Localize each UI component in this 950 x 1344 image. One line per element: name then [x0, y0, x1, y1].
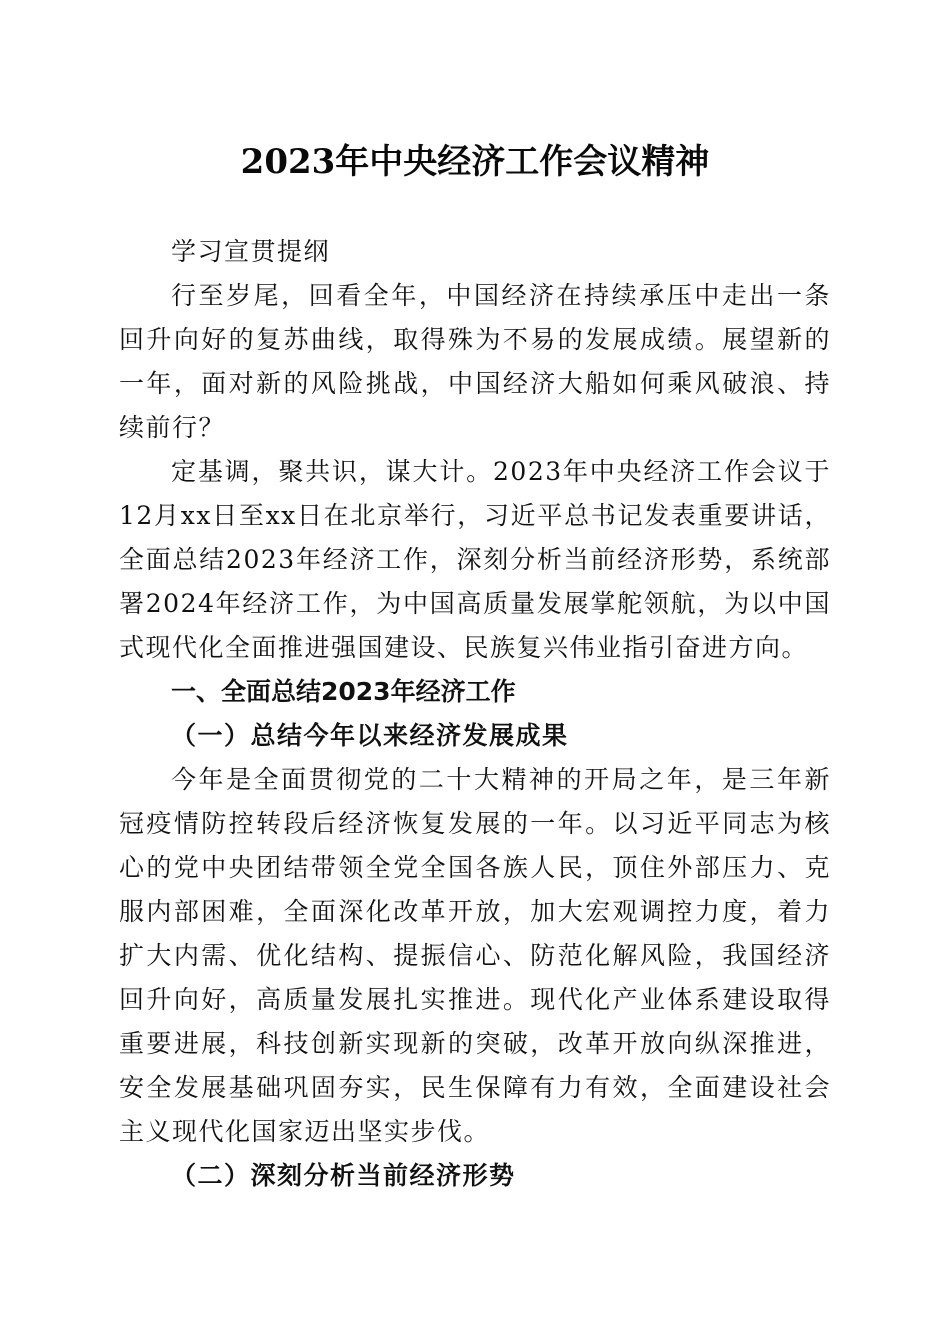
document-body	[119, 230, 831, 1198]
paragraph-intro: 行至岁尾，回看全年，中国经济在持续承压中走出一条回升向好的复苏曲线，取得殊为不易的发展成绩。展望新的一年，面对新的风险挑战，中国经济大船如何乘风破浪、持续前行？	[119, 281, 831, 442]
paragraph-achievements: 今年是全面贯彻党的二十大精神的开局之年，是三年新冠疫情防控转段后经济恢复发展的一年。以习近平同志为核心的党中央团结带领全党全国各族人民，顶住外部压力、克服内部困难，全面深化改革开放，加大宏观调控力度，着力扩大内需、优化结构、提振信心、防范化解风险，我国经济回升向好，高质量发展扎实推进。现代化产业体系建设取得重要进展，科技创新实现新的突破，改革开放向纵深推进，安全发展基础巩固夯实，民生保障有力有效，全面建设社会主义现代化国家迈出坚实步伐。	[119, 765, 831, 1146]
section-heading-1: 一、全面总结2023年经济工作	[171, 677, 516, 706]
paragraph-meeting: 定基调，聚共识，谋大计。2023年中央经济工作会议于12月xx日至xx日在北京举行，习近平总书记发表重要讲话，全面总结2023年经济工作，深刻分析当前经济形势，系统部署2024年经济工作，为中国高质量发展掌舵领航，为以中国式现代化全面推进强国建设、民族复兴伟业指引奋进方向。	[119, 457, 831, 662]
subsection-heading-1: （一）总结今年以来经济发展成果	[171, 721, 569, 750]
subsection-heading-2: （二）深刻分析当前经济形势	[171, 1161, 516, 1190]
subtitle: 学习宣贯提纲	[171, 237, 331, 266]
document-title: 2023年中央经济工作会议精神	[240, 142, 710, 182]
